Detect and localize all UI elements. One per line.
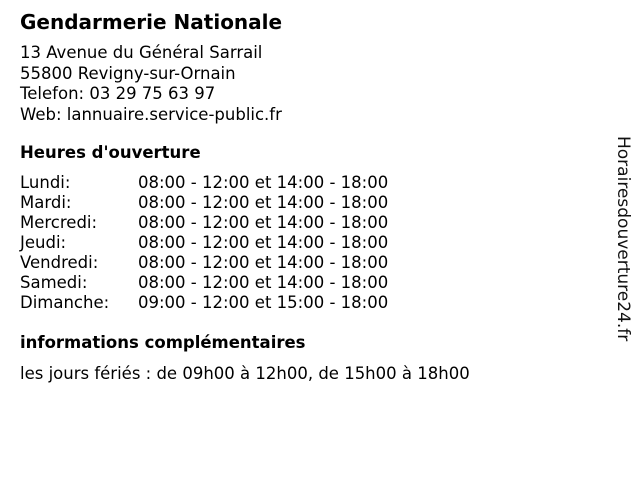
hours-row: [20, 273, 440, 293]
time-range: 08:00 - 12:00 et 14:00 - 18:00: [138, 193, 389, 212]
watermark: [612, 136, 634, 374]
time-range: 08:00 - 12:00 et 14:00 - 18:00: [138, 273, 389, 292]
time-range: 08:00 - 12:00 et 14:00 - 18:00: [138, 233, 389, 252]
website: Web: lannuaire.service-public.fr: [20, 104, 282, 124]
city-address: 55800 Revigny-sur-Ornain: [20, 63, 236, 83]
hours-row: [20, 233, 440, 253]
hours-heading: Heures d'ouverture: [20, 143, 201, 162]
address-block: [20, 43, 282, 125]
day-label: Mardi:: [20, 193, 72, 212]
street-address: 13 Avenue du Général Sarrail: [20, 43, 263, 62]
day-label: Samedi:: [20, 273, 88, 292]
phone-number: Telefon: 03 29 75 63 97: [20, 84, 216, 103]
info-heading: informations complémentaires: [20, 333, 306, 352]
hours-table: [20, 173, 440, 313]
info-text: les jours fériés : de 09h00 à 12h00, de 15h00 à 18h00: [20, 364, 470, 383]
day-label: Dimanche:: [20, 293, 110, 312]
time-range: 08:00 - 12:00 et 14:00 - 18:00: [138, 173, 389, 192]
hours-row: [20, 173, 440, 193]
hours-row: [20, 253, 440, 273]
time-range: 08:00 - 12:00 et 14:00 - 18:00: [138, 213, 389, 232]
hours-row: [20, 213, 440, 233]
hours-row: [20, 293, 440, 313]
page-title: Gendarmerie Nationale: [20, 10, 283, 34]
time-range: 08:00 - 12:00 et 14:00 - 18:00: [138, 253, 389, 272]
day-label: Lundi:: [20, 173, 71, 192]
watermark-text: Horairesdouverture24.fr: [613, 136, 633, 342]
day-label: Vendredi:: [20, 253, 99, 272]
day-label: Jeudi:: [20, 233, 67, 252]
hours-row: [20, 193, 440, 213]
time-range: 09:00 - 12:00 et 15:00 - 18:00: [138, 293, 389, 312]
day-label: Mercredi:: [20, 213, 98, 232]
